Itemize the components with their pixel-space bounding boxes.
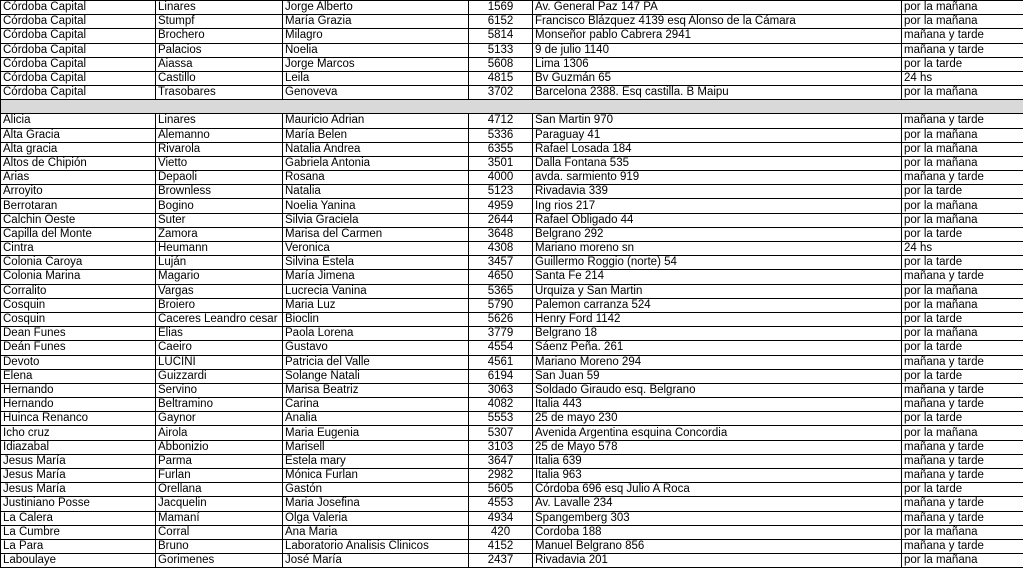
name-cell: Jorge Marcos: [283, 57, 469, 71]
table-row: [1, 483, 1023, 497]
name-cell: Gustavo: [283, 341, 469, 355]
table-row: [1, 242, 1023, 256]
surname-cell: Parma: [156, 454, 283, 468]
surname-cell: Beltramino: [156, 398, 283, 412]
city-cell: Justiniano Posse: [1, 497, 156, 511]
address-cell: Rivadavia 339: [533, 185, 902, 199]
table-row: [1, 497, 1023, 511]
address-cell: Córdoba 696 esq Julio A Roca: [533, 483, 902, 497]
schedule-cell: por la mañana: [902, 284, 1023, 298]
schedule-cell: por la tarde: [902, 369, 1023, 383]
table-row: [1, 284, 1023, 298]
table-row: [1, 383, 1023, 397]
number-cell: 6152: [469, 15, 533, 29]
surname-cell: Servino: [156, 383, 283, 397]
city-cell: La Para: [1, 539, 156, 553]
table-row: [1, 398, 1023, 412]
table-row: [1, 511, 1023, 525]
city-cell: Córdoba Capital: [1, 86, 156, 100]
surname-cell: Aiassa: [156, 57, 283, 71]
address-cell: Av. General Paz 147 PA: [533, 1, 902, 15]
schedule-cell: mañana y tarde: [902, 114, 1023, 128]
number-cell: 4934: [469, 511, 533, 525]
address-cell: Ing rios 217: [533, 199, 902, 213]
number-cell: 2437: [469, 554, 533, 568]
name-cell: Rosana: [283, 171, 469, 185]
city-cell: Colonia Caroya: [1, 256, 156, 270]
number-cell: 3648: [469, 227, 533, 241]
number-cell: 5790: [469, 298, 533, 312]
address-cell: Guillermo Roggio (norte) 54: [533, 256, 902, 270]
city-cell: Colonia Marina: [1, 270, 156, 284]
surname-cell: Gorimenes: [156, 554, 283, 568]
name-cell: Maria Josefina: [283, 497, 469, 511]
surname-cell: Bruno: [156, 539, 283, 553]
city-cell: Idiazabal: [1, 440, 156, 454]
schedule-cell: mañana y tarde: [902, 454, 1023, 468]
city-cell: La Calera: [1, 511, 156, 525]
number-cell: 5133: [469, 43, 533, 57]
schedule-cell: por la mañana: [902, 298, 1023, 312]
number-cell: 4815: [469, 71, 533, 85]
number-cell: 4650: [469, 270, 533, 284]
number-cell: 3103: [469, 440, 533, 454]
schedule-cell: por la tarde: [902, 227, 1023, 241]
name-cell: Bioclin: [283, 312, 469, 326]
schedule-cell: mañana y tarde: [902, 29, 1023, 43]
city-cell: Altos de Chipión: [1, 156, 156, 170]
schedule-cell: mañana y tarde: [902, 43, 1023, 57]
table-row: [1, 341, 1023, 355]
table-row: [1, 71, 1023, 85]
address-cell: Manuel Belgrano 856: [533, 539, 902, 553]
surname-cell: Orellana: [156, 483, 283, 497]
address-cell: Urquiza y San Martin: [533, 284, 902, 298]
city-cell: Dean Funes: [1, 327, 156, 341]
number-cell: 3501: [469, 156, 533, 170]
city-cell: Jesus María: [1, 483, 156, 497]
surname-cell: Jacquelin: [156, 497, 283, 511]
name-cell: Natalia: [283, 185, 469, 199]
table-row: [1, 156, 1023, 170]
schedule-cell: por la tarde: [902, 57, 1023, 71]
schedule-cell: por la mañana: [902, 554, 1023, 568]
city-cell: Córdoba Capital: [1, 15, 156, 29]
city-cell: Jesus María: [1, 454, 156, 468]
name-cell: Mauricio Adrian: [283, 114, 469, 128]
surname-cell: Caceres Leandro cesar: [156, 312, 283, 326]
number-cell: 5336: [469, 128, 533, 142]
surname-cell: Vietto: [156, 156, 283, 170]
city-cell: Deán Funes: [1, 341, 156, 355]
name-cell: Noelia Yanina: [283, 199, 469, 213]
surname-cell: Airola: [156, 426, 283, 440]
schedule-cell: por la mañana: [902, 86, 1023, 100]
surname-cell: Suter: [156, 213, 283, 227]
table-row: [1, 171, 1023, 185]
name-cell: Gastón: [283, 483, 469, 497]
number-cell: 4082: [469, 398, 533, 412]
schedule-cell: por la tarde: [902, 341, 1023, 355]
table-row: [1, 57, 1023, 71]
address-cell: Bv Guzmán 65: [533, 71, 902, 85]
table-row: [1, 525, 1023, 539]
number-cell: 5814: [469, 29, 533, 43]
number-cell: 5553: [469, 412, 533, 426]
schedule-cell: mañana y tarde: [902, 440, 1023, 454]
address-cell: Av. Lavalle 234: [533, 497, 902, 511]
number-cell: 4553: [469, 497, 533, 511]
schedule-cell: por la mañana: [902, 142, 1023, 156]
table-section-interior: [1, 114, 1023, 568]
schedule-cell: mañana y tarde: [902, 469, 1023, 483]
name-cell: Maria Eugenia: [283, 426, 469, 440]
address-cell: Henry Ford 1142: [533, 312, 902, 326]
name-cell: María Grazia: [283, 15, 469, 29]
name-cell: Veronica: [283, 242, 469, 256]
schedule-cell: mañana y tarde: [902, 270, 1023, 284]
surname-cell: Bogino: [156, 199, 283, 213]
number-cell: 4308: [469, 242, 533, 256]
name-cell: Gabriela Antonia: [283, 156, 469, 170]
address-cell: Italia 443: [533, 398, 902, 412]
city-cell: Cintra: [1, 242, 156, 256]
name-cell: Patricia del Valle: [283, 355, 469, 369]
address-cell: Rivadavia 201: [533, 554, 902, 568]
schedule-cell: por la mañana: [902, 15, 1023, 29]
address-cell: Cordoba 188: [533, 525, 902, 539]
table-row: [1, 29, 1023, 43]
surname-cell: Linares: [156, 1, 283, 15]
city-cell: Córdoba Capital: [1, 57, 156, 71]
table-row: [1, 539, 1023, 553]
number-cell: 4152: [469, 539, 533, 553]
schedule-cell: por la tarde: [902, 483, 1023, 497]
surname-cell: Broiero: [156, 298, 283, 312]
city-cell: Cosquin: [1, 312, 156, 326]
schedule-cell: mañana y tarde: [902, 511, 1023, 525]
surname-cell: Mamaní: [156, 511, 283, 525]
city-cell: Calchin Oeste: [1, 213, 156, 227]
number-cell: 1569: [469, 1, 533, 15]
address-cell: Avenida Argentina esquina Concordia: [533, 426, 902, 440]
surname-cell: Trasobares: [156, 86, 283, 100]
surname-cell: Brownless: [156, 185, 283, 199]
table-row: [1, 426, 1023, 440]
surname-cell: Magario: [156, 270, 283, 284]
schedule-cell: 24 hs: [902, 71, 1023, 85]
table-row: [1, 114, 1023, 128]
schedule-cell: por la tarde: [902, 412, 1023, 426]
name-cell: José María: [283, 554, 469, 568]
city-cell: Arias: [1, 171, 156, 185]
schedule-cell: mañana y tarde: [902, 383, 1023, 397]
surname-cell: LUCINI: [156, 355, 283, 369]
number-cell: 5123: [469, 185, 533, 199]
address-cell: Palemon carranza 524: [533, 298, 902, 312]
schedule-cell: por la mañana: [902, 525, 1023, 539]
city-cell: Devoto: [1, 355, 156, 369]
city-cell: Hernando: [1, 383, 156, 397]
schedule-cell: mañana y tarde: [902, 539, 1023, 553]
schedule-cell: por la tarde: [902, 185, 1023, 199]
name-cell: Marisa Beatriz: [283, 383, 469, 397]
schedule-cell: mañana y tarde: [902, 355, 1023, 369]
surname-cell: Zamora: [156, 227, 283, 241]
surname-cell: Elias: [156, 327, 283, 341]
address-cell: 9 de julio 1140: [533, 43, 902, 57]
name-cell: Lucrecia Vanina: [283, 284, 469, 298]
name-cell: Ana Maria: [283, 525, 469, 539]
name-cell: Silvina Estela: [283, 256, 469, 270]
number-cell: 4000: [469, 171, 533, 185]
number-cell: 6194: [469, 369, 533, 383]
surname-cell: Gaynor: [156, 412, 283, 426]
separator-row: [1, 100, 1023, 114]
address-cell: Lima 1306: [533, 57, 902, 71]
surname-cell: Castillo: [156, 71, 283, 85]
table-row: [1, 213, 1023, 227]
surname-cell: Vargas: [156, 284, 283, 298]
city-cell: Corralito: [1, 284, 156, 298]
schedule-cell: 24 hs: [902, 242, 1023, 256]
table-row: [1, 327, 1023, 341]
name-cell: Natalia Andrea: [283, 142, 469, 156]
schedule-cell: por la mañana: [902, 128, 1023, 142]
number-cell: 3457: [469, 256, 533, 270]
number-cell: 4712: [469, 114, 533, 128]
address-cell: Spangemberg 303: [533, 511, 902, 525]
number-cell: 6355: [469, 142, 533, 156]
address-cell: Rafael Losada 184: [533, 142, 902, 156]
table-row: [1, 43, 1023, 57]
address-cell: Soldado Giraudo esq. Belgrano: [533, 383, 902, 397]
address-cell: Dalla Fontana 535: [533, 156, 902, 170]
address-cell: Belgrano 292: [533, 227, 902, 241]
city-cell: Capilla del Monte: [1, 227, 156, 241]
name-cell: Genoveva: [283, 86, 469, 100]
city-cell: Icho cruz: [1, 426, 156, 440]
city-cell: Huinca Renanco: [1, 412, 156, 426]
surname-cell: Abbonizio: [156, 440, 283, 454]
number-cell: 5608: [469, 57, 533, 71]
number-cell: 3702: [469, 86, 533, 100]
surname-cell: Depaoli: [156, 171, 283, 185]
surname-cell: Brochero: [156, 29, 283, 43]
city-cell: Arroyito: [1, 185, 156, 199]
table-row: [1, 142, 1023, 156]
address-cell: Italia 963: [533, 469, 902, 483]
surname-cell: Rivarola: [156, 142, 283, 156]
surname-cell: Heumann: [156, 242, 283, 256]
address-cell: San Juan 59: [533, 369, 902, 383]
city-cell: Córdoba Capital: [1, 1, 156, 15]
city-cell: Córdoba Capital: [1, 29, 156, 43]
number-cell: 3063: [469, 383, 533, 397]
address-cell: Sáenz Peña. 261: [533, 341, 902, 355]
city-cell: La Cumbre: [1, 525, 156, 539]
number-cell: 5365: [469, 284, 533, 298]
address-cell: Monseñor pablo Cabrera 2941: [533, 29, 902, 43]
city-cell: Hernando: [1, 398, 156, 412]
table-row: [1, 15, 1023, 29]
address-cell: Mariano moreno sn: [533, 242, 902, 256]
surname-cell: Stumpf: [156, 15, 283, 29]
name-cell: Marisell: [283, 440, 469, 454]
schedule-cell: mañana y tarde: [902, 497, 1023, 511]
name-cell: Olga Valeria: [283, 511, 469, 525]
name-cell: Marisa del Carmen: [283, 227, 469, 241]
name-cell: Jorge Alberto: [283, 1, 469, 15]
address-cell: Paraguay 41: [533, 128, 902, 142]
number-cell: 5626: [469, 312, 533, 326]
city-cell: Cosquin: [1, 298, 156, 312]
number-cell: 4561: [469, 355, 533, 369]
table-separator: [1, 100, 1023, 114]
table-row: [1, 227, 1023, 241]
city-cell: Jesus María: [1, 469, 156, 483]
table-row: [1, 369, 1023, 383]
name-cell: Analia: [283, 412, 469, 426]
schedule-cell: por la mañana: [902, 426, 1023, 440]
surname-cell: Caeiro: [156, 341, 283, 355]
table-row: [1, 199, 1023, 213]
city-cell: Córdoba Capital: [1, 71, 156, 85]
city-cell: Alicia: [1, 114, 156, 128]
table-row: [1, 355, 1023, 369]
address-cell: Italia 639: [533, 454, 902, 468]
surname-cell: Furlan: [156, 469, 283, 483]
table-row: [1, 469, 1023, 483]
number-cell: 4554: [469, 341, 533, 355]
name-cell: Paola Lorena: [283, 327, 469, 341]
schedule-cell: por la tarde: [902, 256, 1023, 270]
table-row: [1, 86, 1023, 100]
name-cell: Laboratorio Analisis Clinicos: [283, 539, 469, 553]
address-cell: San Martin 970: [533, 114, 902, 128]
city-cell: Córdoba Capital: [1, 43, 156, 57]
city-cell: Laboulaye: [1, 554, 156, 568]
number-cell: 420: [469, 525, 533, 539]
name-cell: Maria Luz: [283, 298, 469, 312]
schedule-cell: por la mañana: [902, 213, 1023, 227]
name-cell: Silvia Graciela: [283, 213, 469, 227]
number-cell: 5605: [469, 483, 533, 497]
schedule-cell: por la mañana: [902, 156, 1023, 170]
table-row: [1, 412, 1023, 426]
address-cell: 25 de Mayo 578: [533, 440, 902, 454]
name-cell: Carina: [283, 398, 469, 412]
number-cell: 2644: [469, 213, 533, 227]
address-cell: 25 de mayo 230: [533, 412, 902, 426]
city-cell: Alta gracia: [1, 142, 156, 156]
surname-cell: Alemanno: [156, 128, 283, 142]
address-cell: Belgrano 18: [533, 327, 902, 341]
surname-cell: Linares: [156, 114, 283, 128]
name-cell: María Jimena: [283, 270, 469, 284]
name-cell: Milagro: [283, 29, 469, 43]
address-cell: Francisco Blázquez 4139 esq Alonso de la Cámara: [533, 15, 902, 29]
schedule-cell: mañana y tarde: [902, 398, 1023, 412]
city-cell: Alta Gracia: [1, 128, 156, 142]
name-cell: María Belen: [283, 128, 469, 142]
surname-cell: Guizzardi: [156, 369, 283, 383]
name-cell: Estela mary: [283, 454, 469, 468]
schedule-cell: por la mañana: [902, 327, 1023, 341]
name-cell: Mónica Furlan: [283, 469, 469, 483]
name-cell: Leila: [283, 71, 469, 85]
number-cell: 3647: [469, 454, 533, 468]
surname-cell: Corral: [156, 525, 283, 539]
table-row: [1, 270, 1023, 284]
address-cell: Mariano Moreno 294: [533, 355, 902, 369]
table-row: [1, 128, 1023, 142]
number-cell: 5307: [469, 426, 533, 440]
address-cell: Barcelona 2388. Esq castilla. B Maipu: [533, 86, 902, 100]
number-cell: 3779: [469, 327, 533, 341]
address-cell: Rafael Obligado 44: [533, 213, 902, 227]
table-row: [1, 185, 1023, 199]
table-section-capital: [1, 1, 1023, 100]
schedule-cell: mañana y tarde: [902, 171, 1023, 185]
schedule-cell: por la mañana: [902, 199, 1023, 213]
surname-cell: Luján: [156, 256, 283, 270]
table-row: [1, 1, 1023, 15]
city-cell: Elena: [1, 369, 156, 383]
city-cell: Berrotaran: [1, 199, 156, 213]
table-row: [1, 298, 1023, 312]
schedule-cell: por la tarde: [902, 312, 1023, 326]
number-cell: 2982: [469, 469, 533, 483]
table-row: [1, 312, 1023, 326]
address-cell: avda. sarmiento 919: [533, 171, 902, 185]
table-row: [1, 454, 1023, 468]
schedule-cell: por la mañana: [902, 1, 1023, 15]
table-row: [1, 440, 1023, 454]
surname-cell: Palacios: [156, 43, 283, 57]
table-row: [1, 256, 1023, 270]
number-cell: 4959: [469, 199, 533, 213]
address-cell: Santa Fe 214: [533, 270, 902, 284]
name-cell: Solange Natali: [283, 369, 469, 383]
name-cell: Noelia: [283, 43, 469, 57]
